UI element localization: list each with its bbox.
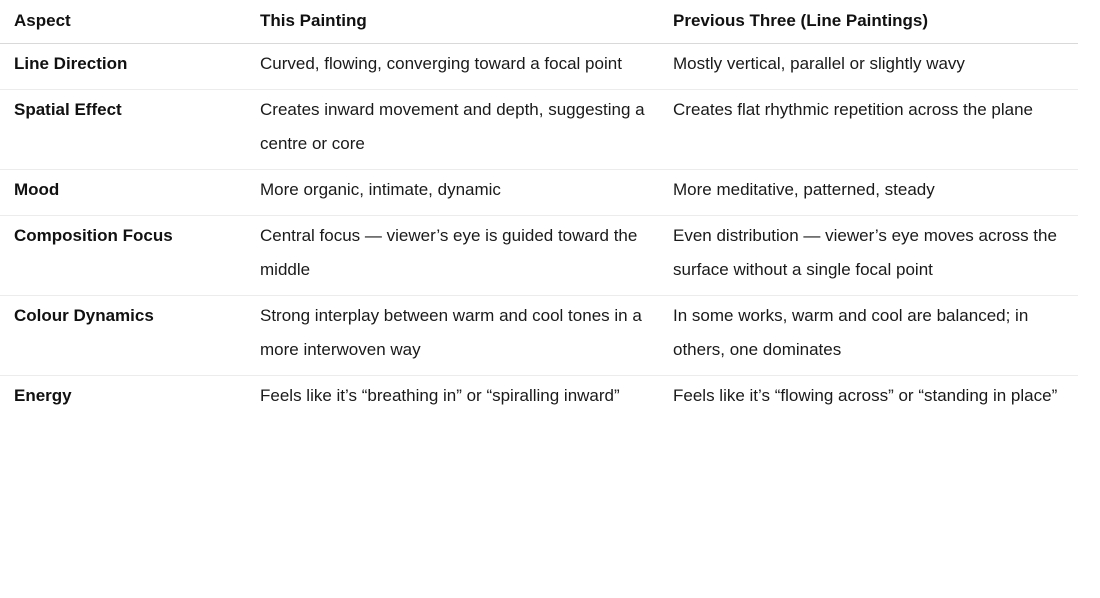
previous-three-cell: More meditative, patterned, steady: [659, 170, 1078, 216]
header-this-painting: This Painting: [246, 0, 659, 44]
table-row: [0, 376, 1078, 422]
table-row: [0, 44, 1078, 90]
previous-three-cell: Mostly vertical, parallel or slightly wavy: [659, 44, 1078, 90]
header-aspect: Aspect: [0, 0, 246, 44]
aspect-cell: Mood: [0, 170, 246, 216]
previous-three-cell: Even distribution — viewer’s eye moves across the surface without a single focal point: [659, 216, 1078, 296]
this-painting-cell: Strong interplay between warm and cool tones in a more interwoven way: [246, 296, 659, 376]
table-row: [0, 216, 1078, 296]
aspect-cell: Spatial Effect: [0, 90, 246, 170]
header-previous-three: Previous Three (Line Paintings): [659, 0, 1078, 44]
aspect-cell: Line Direction: [0, 44, 246, 90]
table-row: [0, 296, 1078, 376]
aspect-cell: Energy: [14, 386, 72, 405]
previous-three-cell: Feels like it’s “flowing across” or “standing in place”: [673, 386, 1058, 405]
previous-three-cell: Creates flat rhythmic repetition across the plane: [659, 90, 1078, 170]
previous-three-cell: In some works, warm and cool are balanced; in others, one dominates: [659, 296, 1078, 376]
aspect-cell: Colour Dynamics: [0, 296, 246, 376]
this-painting-cell: Creates inward movement and depth, suggesting a centre or core: [246, 90, 659, 170]
table-row: [0, 170, 1078, 216]
table-row: [0, 90, 1078, 170]
this-painting-cell: Central focus — viewer’s eye is guided toward the middle: [246, 216, 659, 296]
table-header-row: [0, 0, 1078, 44]
this-painting-cell: Feels like it’s “breathing in” or “spiralling inward”: [260, 386, 620, 405]
this-painting-cell: Curved, flowing, converging toward a focal point: [246, 44, 659, 90]
this-painting-cell: More organic, intimate, dynamic: [246, 170, 659, 216]
aspect-cell: Composition Focus: [0, 216, 246, 296]
